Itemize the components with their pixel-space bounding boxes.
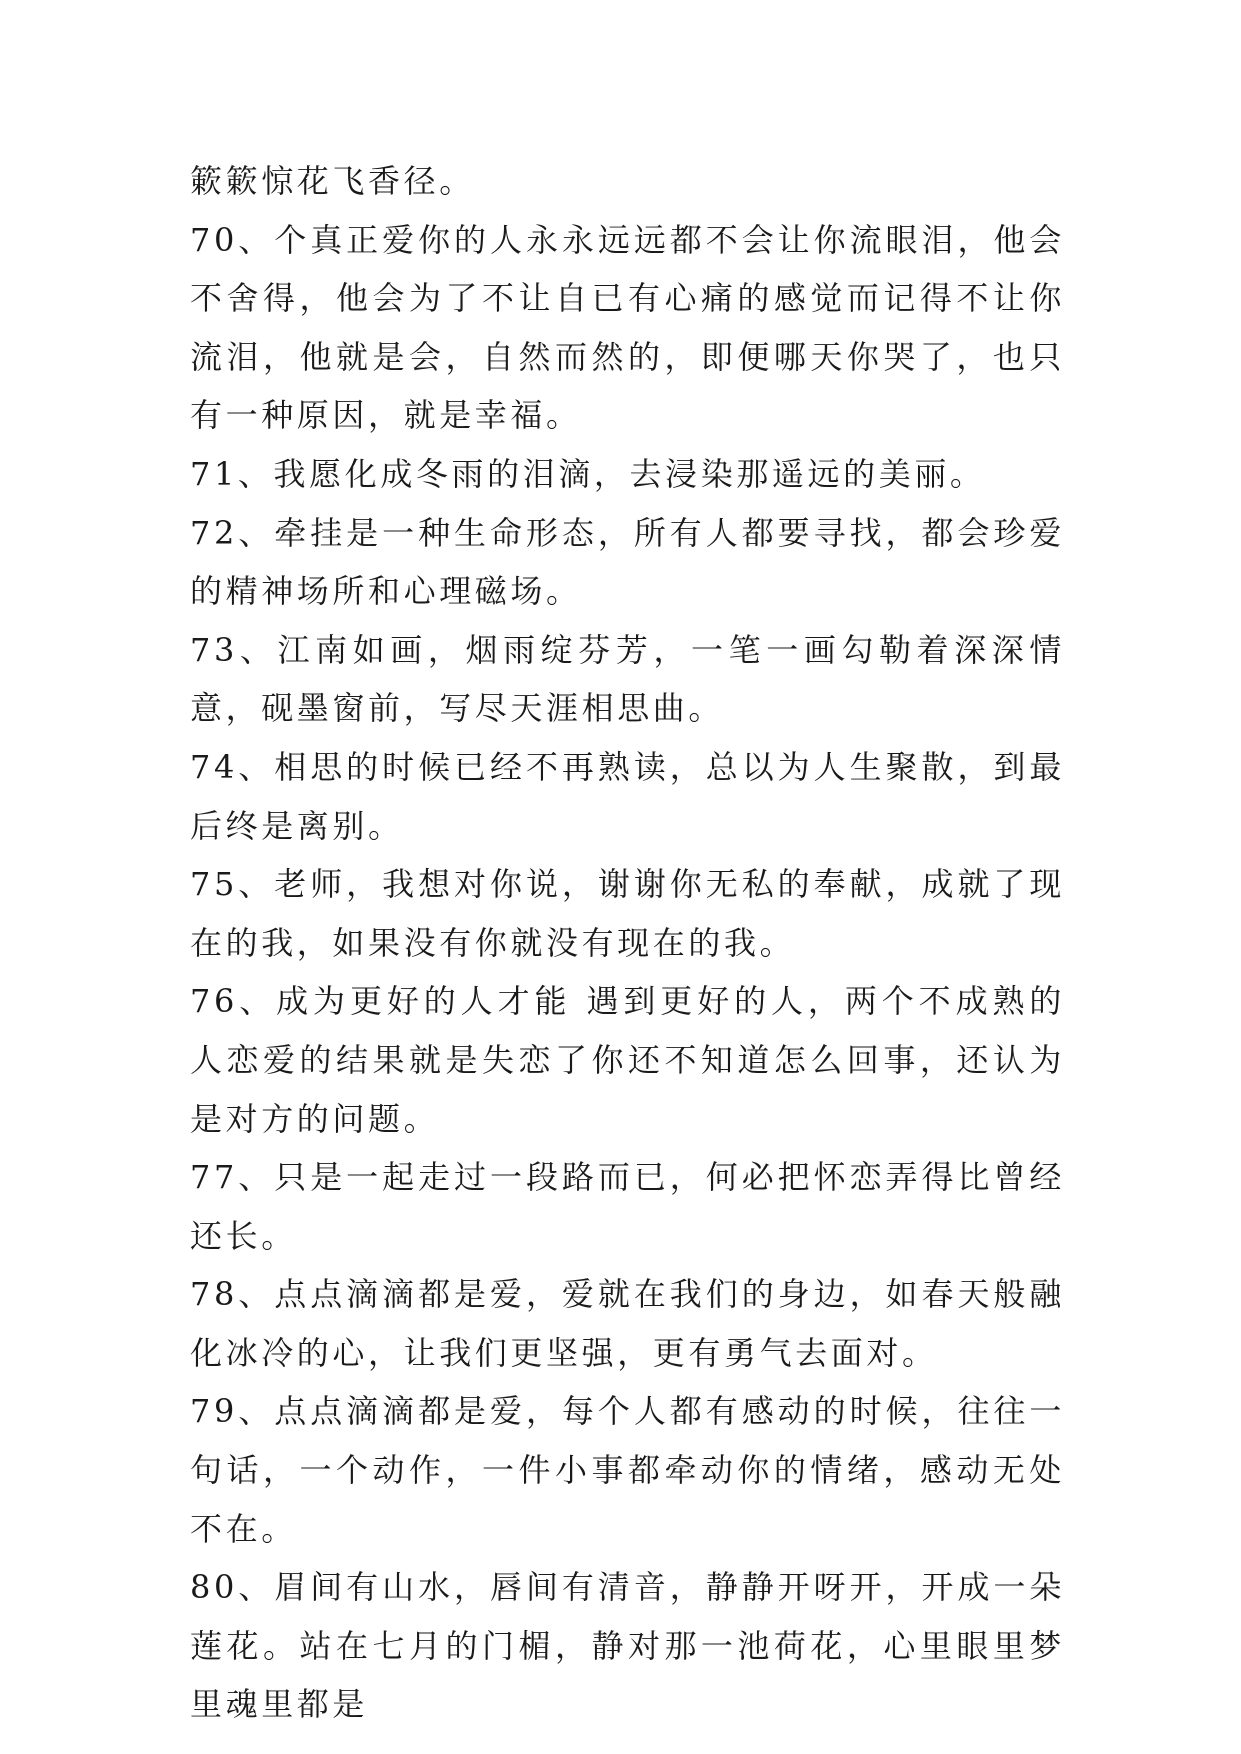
paragraph-78: 78、点点滴滴都是爱，爱就在我们的身边，如春天般融化冰冷的心，让我们更坚强，更有勇气去面对。 — [190, 1275, 1065, 1372]
paragraph-71: 71、我愿化成冬雨的泪滴，去浸染那遥远的美丽。 — [190, 454, 986, 493]
paragraph-continuation: 簌簌惊花飞香径。 — [190, 162, 475, 200]
paragraph-75: 75、老师，我想对你说，谢谢你无私的奉献，成就了现在的我，如果没有你就没有现在的我。 — [190, 865, 1065, 962]
paragraph-79: 79、点点滴滴都是爱，每个人都有感动的时候，往往一句话，一个动作，一件小事都牵动你的情绪，感动无处不在。 — [190, 1392, 1065, 1548]
paragraph-70: 70、个真正爱你的人永永远远都不会让你流眼泪，他会不舍得，他会为了不让自已有心痛的感觉而记得不让你流泪，他就是会，自然而然的，即便哪天你哭了，也只有一种原因，就是幸福。 — [190, 220, 1065, 435]
paragraph-76: 76、成为更好的人才能 遇到更好的人，两个不成熟的人恋爱的结果就是失恋了你还不知道怎么回事，还认为是对方的问题。 — [190, 982, 1065, 1138]
document-body — [190, 152, 1065, 1734]
paragraph-73: 73、江南如画，烟雨绽芬芳，一笔一画勾勒着深深情意，砚墨窗前，写尽天涯相思曲。 — [190, 630, 1065, 728]
paragraph-80: 80、眉间有山水，唇间有清音，静静开呀开，开成一朵莲花。站在七月的门楣，静对那一池荷花，心里眼里梦里魂里都是 — [190, 1568, 1065, 1724]
paragraph-74: 74、相思的时候已经不再熟读，总以为人生聚散，到最后终是离别。 — [190, 747, 1065, 845]
paragraph-77: 77、只是一起走过一段路而已，何必把怀恋弄得比曾经还长。 — [190, 1158, 1065, 1255]
paragraph-72: 72、牵挂是一种生命形态，所有人都要寻找，都会珍爱的精神场所和心理磁场。 — [190, 513, 1065, 611]
